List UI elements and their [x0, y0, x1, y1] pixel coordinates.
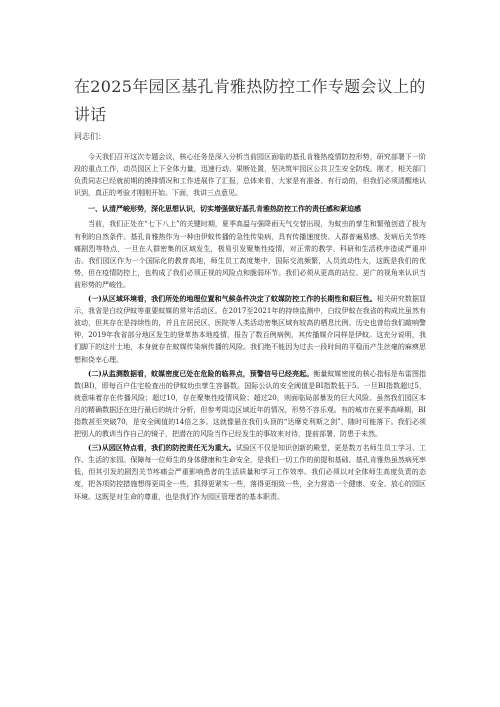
point-paragraph	[74, 368, 426, 441]
section-heading: 一、认清严峻形势，深化思想认识，切实增强做好基孔肯雅热防控工作的责任感和紧迫感	[88, 204, 361, 214]
section-paragraph: 当前，我们正处在“七下八上”的关键时期，夏季高温与强降雨天气交替出现，为蚊虫的孳生和繁殖创造了极为有利的自然条件。基孔肯雅热作为一种由伊蚊传播的急性传染病，具有传播速度快、人群普遍易感、发病后关节疼痛剧烈等特点，一旦在人群密集的区域发生，极易引发聚集性疫情，对正常的教学、科研和生活秩序造成严重冲击。我们园区作为一个国际化的教育高地，师生员工高度集中，国际交流频繁，人员流动性大，这既是我们的优势，但在疫情防控上，也构成了我们必须正视的风险点和脆弱环节。我们必须从更高的站位、更广的视角来认识当前形势的严峻性。	[74, 220, 426, 289]
point-lead: (一)从区域环境看，我们所处的地理位置和气候条件决定了蚊媒防控工作的长期性和艰巨性。	[88, 294, 377, 304]
page-title: 在2025年园区基孔肯雅热防控工作专题会议上的讲话	[74, 77, 426, 124]
point-lead: (三)从园区特点看，我们的防控责任无为重大。	[88, 443, 236, 453]
point-text: 衡量蚊媒密度的核心指标是布雷图指数(BI)，即每百户住宅检查出的伊蚊幼虫孳生容器数。国际公认的安全阈值是BI指数低于5。一旦BI指数超过5，就意味着存在传播风险；超过10，存在聚集性疫情风险；超过20，则面临局部暴发的巨大风险。虽然我们园区本月的精确数据还在进行最后的统计分析，但参考周边区域近年的情况，形势不容乐观。有的城市在夏季高峰期，BI指数甚至突破70，是安全阈值的14倍之多。这就像悬在我们头顶的“达摩克利斯之剑”，随时可能落下。我们必须把别人的教训当作自己的镜子，把潜在的风险当作已经发生的事故来对待，提前部署，防患于未然。	[74, 369, 427, 439]
point-paragraph	[74, 293, 426, 366]
point-text: 相关研究数据显示，我省是白纹伊蚊等重要蚊媒的常年活动区。在2017至2021年的持续监测中，白纹伊蚊在我省的构成比虽然有波动，但其存在是持续性的，并且在居民区、医院等人类活动密集区域有较高的栖息比例。历史也曾给我们敲响警钟，2019年我省部分地区发生的登革热本地疫情，报告了数百例病例，其传播媒介同样是伊蚊。这充分说明，我们脚下的这片土地，本身就存在蚊媒传染病传播的风险。我们绝不能因为过去一段时间的平稳而产生丝毫的麻痹思想和侥幸心理。	[74, 295, 427, 364]
salutation: 同志们：	[74, 132, 106, 141]
intro-paragraph: 今天我们召开这次专题会议，核心任务是深入分析当前园区面临的基孔肯雅热疫情防控形势，研究部署下一阶段的重点工作，动员园区上下全体力量，迅速行动、果断处置，坚决筑牢园区公共卫生安全防线。刚才，相关部门负责同志已经就前期的摸排情况和工作进展作了汇报，总体来看，大家是有准备、有行动的，但我们必须清醒地认识到，真正的考验才刚刚开始。下面，我讲三点意见。	[74, 153, 426, 198]
point-text: 试验区不仅是知识创新的殿堂，更是数万名师生员工学习、工作、生活的家园。保障每一位师生的身体健康和生命安全，是我们一切工作的前提和基础。基孔肯雅热虽然病死率低，但其引发的剧烈关节疼痛会严重影响患者的生活质量和学习工作效率。我们必须以对全体师生高度负责的态度，把各项防控措施想得更周全一些，抓得更紧实一些，落得更细致一些，全力营造一个健康、安全、放心的园区环境。这既是对生命的尊重，也是我们作为园区管理者的基本职责。	[74, 444, 427, 501]
point-paragraph	[74, 442, 426, 502]
document-body	[74, 151, 426, 505]
point-lead: (二)从监测数据看，蚊媒密度已处在危险的临界点，预警信号已经亮起。	[88, 368, 314, 378]
